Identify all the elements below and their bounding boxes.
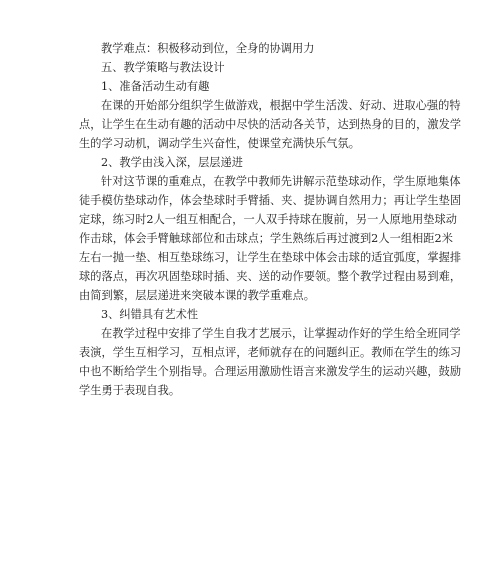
paragraph-line: 中也不断给学生个别指导。合理运用激励性语言来激发学生的运动兴趣，鼓励: [79, 365, 462, 378]
paragraph-line: 表演，学生互相学习，互相点评，老师就存在的问题纠正。教师在学生的练习: [79, 346, 462, 359]
section-heading-strategy: 五、教学策略与教法设计: [101, 61, 225, 74]
paragraph-line: 在教学过程中安排了学生自我才艺展示，让掌握动作好的学生给全班同学: [101, 327, 461, 340]
paragraph-line: 学生勇于表现自我。: [79, 384, 181, 397]
paragraph-line: 定球，练习时2人一组互相配合，一人双手持球在腹前，另一人原地用垫球动: [79, 213, 458, 226]
paragraph-line: 针对这节课的重难点，在教学中教师先讲解示范垫球动作，学生原地集体: [101, 175, 461, 188]
paragraph-line: 徒手模仿垫球动作，体会垫球时手臂插、夹、提协调自然用力；再让学生垫固: [79, 194, 462, 207]
document-body: [79, 39, 462, 400]
paragraph-line: 左右一抛一垫、相互垫球练习，让学生在垫球中体会击球的适宜弧度，掌握排: [79, 251, 462, 264]
teaching-difficulty-line: 教学难点：积极移动到位，全身的协调用力: [101, 42, 315, 55]
paragraph-line: 在课的开始部分组织学生做游戏，根据中学生活泼、好动、进取心强的特: [101, 99, 461, 112]
paragraph-line: 球的落点，再次巩固垫球时插、夹、送的动作要领。整个教学过程由易到难，: [79, 270, 462, 283]
paragraph-line: 生的学习动机，调动学生兴奋性，使课堂充满快乐气氛。: [79, 137, 360, 150]
paragraph-line: 由简到繁，层层递进来突破本课的教学重难点。: [79, 289, 315, 302]
subsection-heading-3: 3、纠错具有艺术性: [101, 308, 199, 321]
subsection-heading-1: 1、准备活动生动有趣: [101, 80, 210, 93]
paragraph-line: 作击球，体会手臂触球部位和击球点；学生熟练后再过渡到2人一组相距2米: [79, 232, 453, 245]
paragraph-line: 点，让学生在生动有趣的活动中尽快的活动各关节，达到热身的目的，激发学: [79, 118, 462, 131]
subsection-heading-2: 2、教学由浅入深，层层递进: [101, 156, 244, 169]
